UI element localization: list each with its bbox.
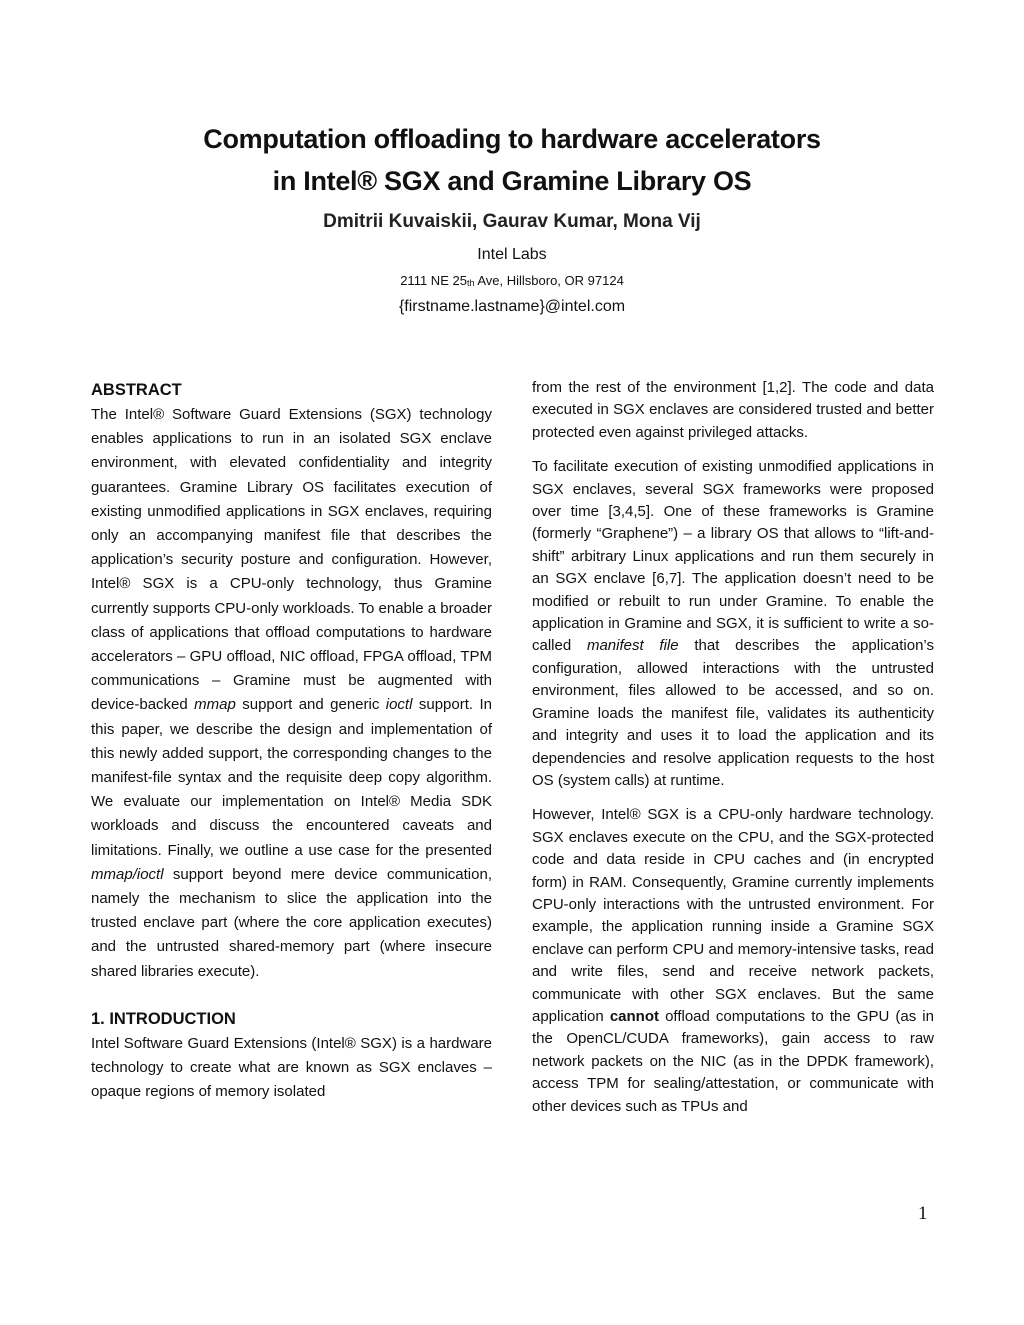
paragraph-bold: cannot [609,1007,659,1025]
paragraph-part: However, Intel® SGX is a CPU-only hardware technology. SGX enclaves execute on the CPU, and the SGX-protected code and data reside in CPU caches and (in encrypted form) in RAM. Consequently, Gramine currently implements CPU-only interactions with the untrusted environment. For example, the application running inside a Gramine SGX enclave can perform CPU and memory-intensive tasks, read and write files, send and receive network packets, communicate with other SGX enclaves. But the same application [532,806,934,1025]
address-ordinal: th [466,278,475,288]
paragraph-part: To facilitate execution of existing unmodified applications in SGX enclaves, several SGX frameworks were proposed over time [3,4,5]. One of these frameworks is Gramine (formerly “Graphene”) – a library OS that allows to “lift-and-shift” arbitrary Linux applications and run them securely in an SGX enclave [6,7]. The application doesn’t need to be modified or rebuilt to run under Gramine. To enable the application in Gramine and SGX, it is sufficient to write a so-called [532,458,934,655]
page-number: 1 [918,1203,928,1224]
address [0,272,1024,292]
right-paragraph-3 [532,804,934,1118]
abstract-part: support and generic [235,696,386,714]
abstract-emph: ioctl [385,696,413,714]
email: {firstname.lastname}@intel.com [398,298,626,315]
abstract-emph: mmap [91,865,133,883]
left-column [91,377,492,1104]
abstract-heading: ABSTRACT [91,381,182,399]
right-paragraph-2 [532,456,934,792]
address-city: Ave, Hillsboro, OR 97124 [474,273,624,288]
address-street: 2111 NE 25 [400,273,467,288]
paper-title [0,118,1024,202]
abstract-emph: / [132,865,137,883]
introduction-heading: 1. INTRODUCTION [91,1009,236,1028]
abstract-part: support. In this paper, we describe the design and implementation of this newly added support, the corresponding changes to the manifest-file syntax and the requisite deep copy algorithm. We evaluate our implementation on Intel® Media SDK workloads and discuss the encountered caveats and limitations. Finally, we outline a use case for the presented [91,696,492,859]
abstract-emph: mmap [194,696,236,714]
affiliation: Intel Labs [477,246,547,263]
right-column [532,377,934,1130]
right-paragraph-1: from the rest of the environment [1,2]. The code and data executed in SGX enclaves are considered trusted and better protected even against privileged attacks. [532,379,934,441]
abstract-part: The Intel® Software Guard Extensions (SGX) technology enables applications to run in an isolated SGX enclave environment, with elevated confidentiality and integrity guarantees. Gramine Library OS facilitates execution of existing unmodified applications in SGX enclaves, requiring only an accompanying manifest file that describes the application’s security posture and configuration. However, Intel® SGX is a CPU-only technology, thus Gramine currently supports CPU-only workloads. To enable a broader class of applications that offload computations to hardware accelerators – GPU offload, NIC offload, FPGA offload, TPM communications – Gramine must be augmented with device-backed [91,406,492,714]
authors: Dmitrii Kuvaiskii, Gaurav Kumar, Mona Vij [323,211,701,232]
paragraph-part: offload computations to the GPU (as in the OpenCL/CUDA frameworks), gain access to raw network packets on the NIC (as in the DPDK framework), access TPM for sealing/attestation, or communicate with other devices such as TPUs and [532,1007,934,1115]
paragraph-part: that describes the application’s configuration, allowed interactions with the untrusted environment, files allowed to be accessed, and so on. Gramine loads the manifest file, validates its authenticity and integrity and uses it to load the application and its dependencies and resolve application requests to the host OS (system calls) at runtime. [532,637,934,789]
paragraph-emph: manifest file [586,637,679,655]
paper-header [0,118,1024,318]
introduction-text: Intel Software Guard Extensions (Intel® SGX) is a hardware technology to create what are known as SGX enclaves – opaque regions of memory isolated [91,1034,492,1101]
abstract-text [91,403,492,984]
title-line-1: Computation offloading to hardware accelerators [203,124,821,154]
abstract-part: support beyond mere device communication, namely the mechanism to slice the application into the trusted enclave part (where the core application executes) and the untrusted shared-memory part (where insecure shared libraries execute). [91,865,492,980]
title-line-2: in Intel® SGX and Gramine Library OS [272,166,752,196]
abstract-emph: ioctl [136,865,164,883]
